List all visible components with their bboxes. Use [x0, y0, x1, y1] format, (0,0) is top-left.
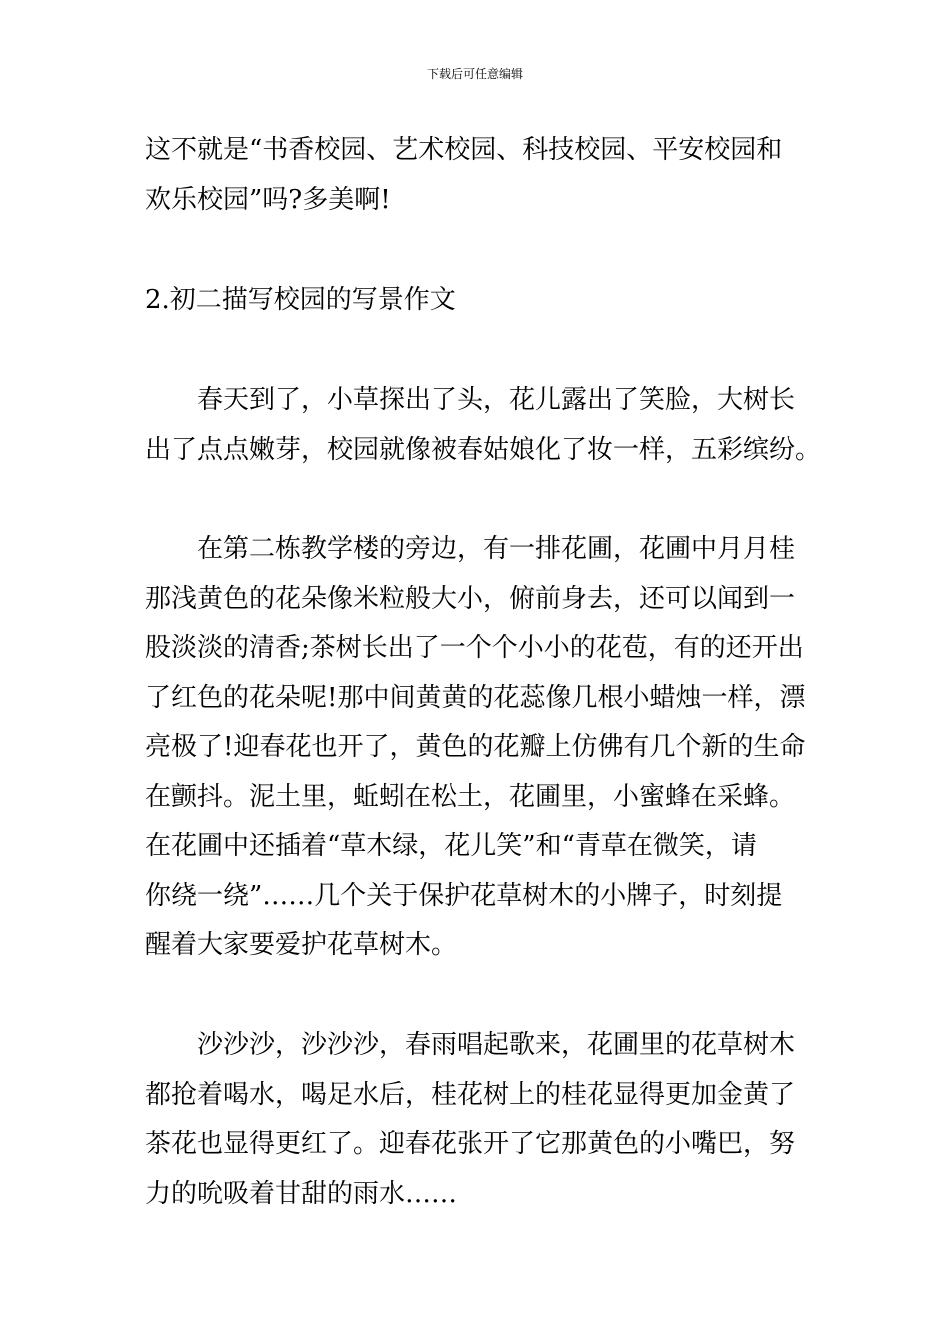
text-line: 了红色的花朵呢!那中间黄黄的花蕊像几根小蜡烛一样，漂 — [145, 682, 806, 713]
section-heading — [145, 276, 807, 326]
paragraph-rain — [145, 1021, 807, 1219]
paragraph-intro — [145, 126, 807, 225]
paragraph-flowerbed — [145, 525, 807, 971]
text-line: 欢乐校园”吗?多美啊! — [145, 184, 391, 215]
text-line: 茶花也显得更红了。迎春花张开了它那黄色的小嘴巴，努 — [145, 1129, 796, 1159]
heading-text: 2.初二描写校园的写景作文 — [145, 285, 456, 315]
text-line: 那浅黄色的花朵像米粒般大小，俯前身去，还可以闻到一 — [145, 583, 796, 614]
text-line: 在第二栋教学楼的旁边，有一排花圃，花圃中月月桂 — [197, 534, 796, 564]
text-line: 出了点点嫩芽，校园就像被春姑娘化了妆一样，五彩缤纷。 — [145, 434, 822, 465]
text-line: 醒着大家要爱护花草树木。 — [145, 930, 458, 960]
text-line: 力的吮吸着甘甜的雨水…… — [145, 1178, 458, 1209]
text-line: 在花圃中还插着“草木绿，花儿笑”和“青草在微笑，请 — [145, 831, 757, 861]
text-line: 亮极了!迎春花也开了，黄色的花瓣上仿佛有几个新的生命 — [145, 732, 806, 762]
text-line: 都抢着喝水，喝足水后，桂花树上的桂花显得更加金黄了 — [145, 1079, 796, 1110]
text-line: 股淡淡的清香;茶树长出了一个个小小的花苞，有的还开出 — [145, 633, 804, 663]
text-line: 这不就是“书香校园、艺术校园、科技校园、平安校园和 — [145, 135, 783, 165]
text-line: 你绕一绕”……几个关于保护花草树木的小牌子，时刻提 — [145, 880, 783, 911]
text-line: 春天到了，小草探出了头，花儿露出了笑脸，大树长 — [197, 385, 796, 415]
paragraph-spring — [145, 376, 822, 475]
text-line: 在颤抖。泥土里，蚯蚓在松土，花圃里，小蜜蜂在采蜂。 — [145, 781, 796, 812]
page-header: 下载后可任意编辑 — [426, 67, 523, 81]
text-line: 沙沙沙，沙沙沙，春雨唱起歌来，花圃里的花草树木 — [197, 1030, 796, 1060]
